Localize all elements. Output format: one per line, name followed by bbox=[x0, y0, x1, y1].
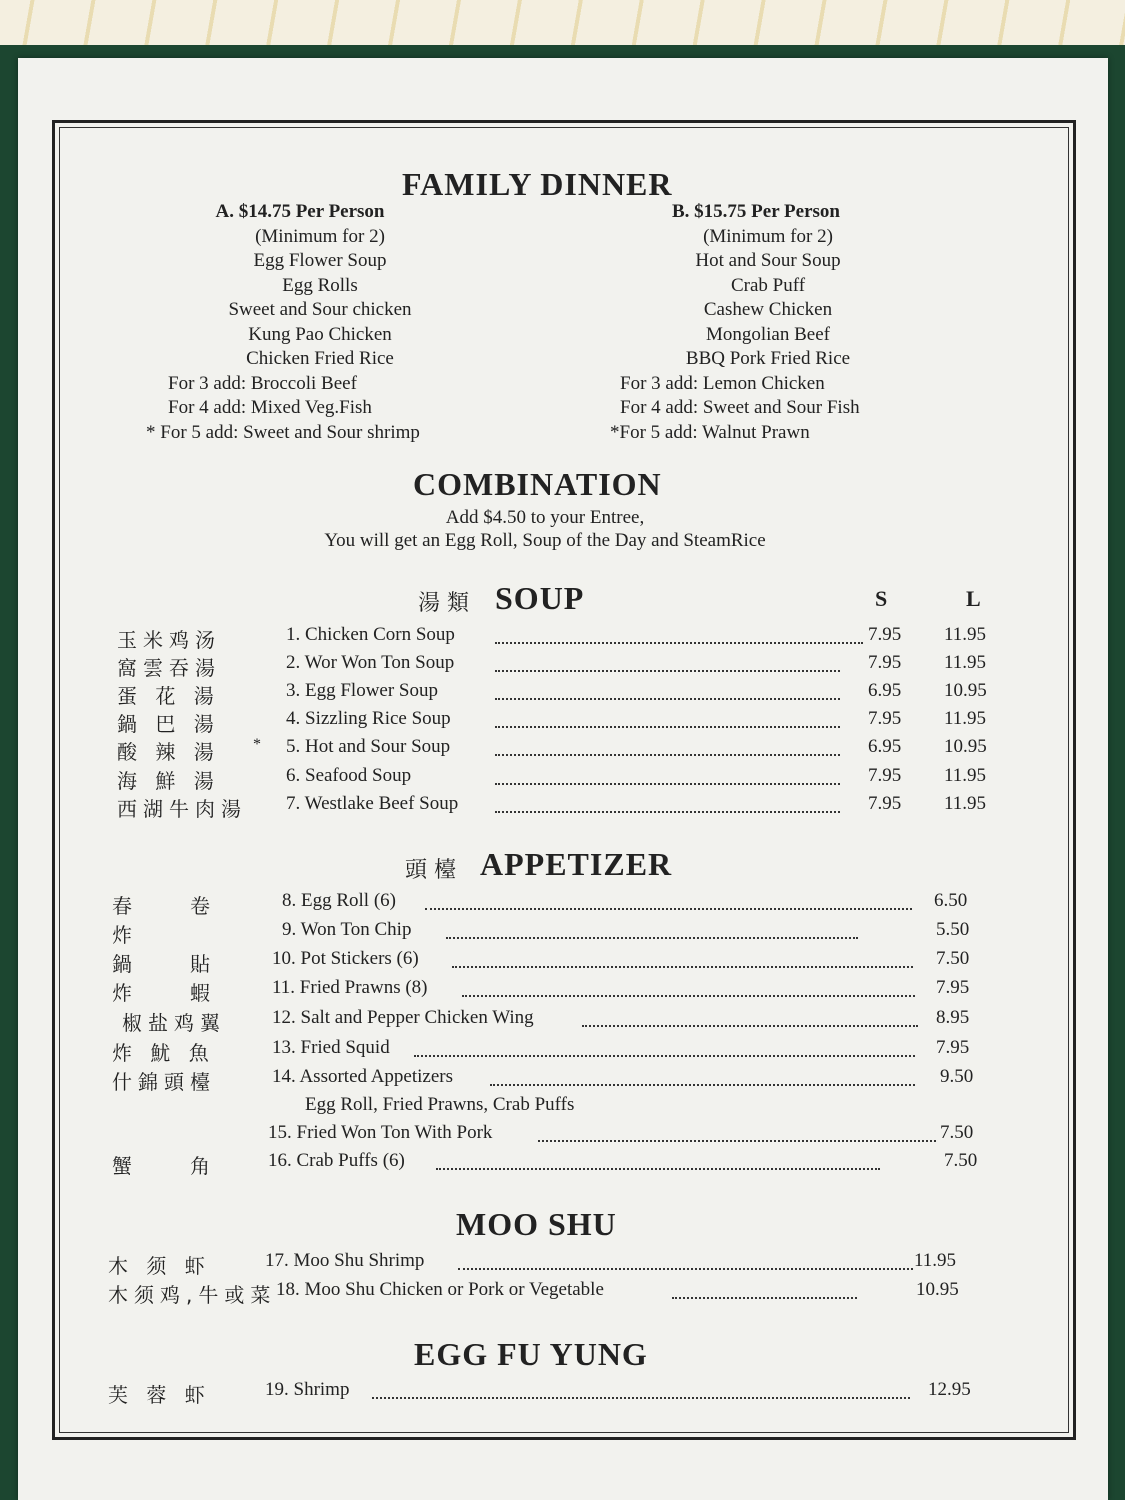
soup-item-row bbox=[0, 680, 1125, 708]
family-dinner-b-add: For 4 add: Sweet and Sour Fish bbox=[620, 397, 860, 418]
appetizer-item-row bbox=[0, 919, 1125, 947]
leader-dots bbox=[495, 670, 840, 672]
soup-item-large-price: 10.95 bbox=[944, 680, 987, 701]
family-dinner-b-item: Cashew Chicken bbox=[703, 299, 833, 320]
appetizer-item-row bbox=[0, 948, 1125, 976]
soup-title-chinese: 湯 類 bbox=[418, 591, 469, 616]
appetizer-item-row bbox=[0, 1122, 1125, 1150]
appetizer-item-price: 8.95 bbox=[936, 1007, 970, 1028]
appetizer-item-chinese-name: 什錦頭檯 bbox=[112, 1070, 216, 1094]
appetizer-item-name: Egg Roll, Fried Prawns, Crab Puffs bbox=[305, 1094, 575, 1115]
soup-item-small-price: 7.95 bbox=[868, 793, 902, 814]
soup-item-row bbox=[0, 765, 1125, 793]
leader-dots bbox=[490, 1084, 915, 1086]
family-dinner-a-header: A. $14.75 Per Person bbox=[215, 201, 385, 222]
soup-item-chinese-name: 窩雲吞湯 bbox=[117, 656, 221, 680]
family-dinner-a-item: Kung Pao Chicken bbox=[248, 323, 392, 345]
family-dinner-b-item: Hot and Sour Soup bbox=[695, 250, 841, 271]
soup-item-row bbox=[0, 708, 1125, 736]
moo-shu-item-name: 18. Moo Shu Chicken or Pork or Vegetable bbox=[276, 1279, 604, 1300]
appetizer-item-row bbox=[0, 890, 1125, 918]
appetizer-item-price: 6.50 bbox=[934, 890, 968, 911]
appetizer-item-row bbox=[0, 1037, 1125, 1065]
moo-shu-item-name: 17. Moo Shu Shrimp bbox=[265, 1250, 425, 1271]
leader-dots bbox=[495, 642, 863, 644]
appetizer-item-chinese-name: 春 卷 bbox=[112, 894, 216, 918]
soup-item-row bbox=[0, 624, 1125, 652]
appetizer-item-name: 14. Assorted Appetizers bbox=[272, 1066, 454, 1087]
leader-dots bbox=[458, 1268, 913, 1270]
appetizer-item-name: 9. Won Ton Chip bbox=[282, 919, 412, 940]
leader-dots bbox=[495, 726, 840, 728]
moo-shu-title: MOO SHU bbox=[456, 1206, 617, 1242]
soup-item-name: 2. Wor Won Ton Soup bbox=[286, 652, 455, 673]
egg-fu-yung-item-price: 12.95 bbox=[928, 1379, 971, 1400]
combination-title: COMBINATION bbox=[413, 466, 662, 502]
appetizer-item-chinese-name: 炸 bbox=[112, 923, 138, 947]
soup-item-large-price: 11.95 bbox=[944, 765, 987, 786]
size-large-header: L bbox=[966, 586, 981, 611]
appetizer-item-row bbox=[0, 1150, 1125, 1178]
soup-item-chinese-name: 鍋 巴 湯 bbox=[117, 712, 220, 736]
appetizer-item-price: 5.50 bbox=[936, 919, 970, 940]
leader-dots bbox=[414, 1055, 915, 1057]
family-dinner-b-minimum: (Minimum for 2) bbox=[703, 225, 833, 247]
soup-item-large-price: 10.95 bbox=[944, 736, 987, 757]
soup-item-small-price: 7.95 bbox=[868, 708, 902, 729]
appetizer-item-row bbox=[0, 1066, 1125, 1094]
leader-dots bbox=[495, 811, 840, 813]
leader-dots bbox=[495, 783, 840, 785]
family-dinner-a-add: For 4 add: Mixed Veg.Fish bbox=[168, 397, 372, 418]
soup-item-chinese-name: 酸 辣 湯 bbox=[117, 740, 220, 764]
soup-item-name: 1. Chicken Corn Soup bbox=[286, 624, 455, 645]
family-dinner-b-add: For 3 add: Lemon Chicken bbox=[620, 372, 825, 394]
family-dinner-b-add: *For 5 add: Walnut Prawn bbox=[610, 421, 810, 443]
size-small-header: S bbox=[875, 586, 888, 611]
leader-dots bbox=[452, 966, 913, 968]
family-dinner-a-item: Sweet and Sour chicken bbox=[228, 299, 412, 320]
soup-item-chinese-name: 西湖牛肉湯 bbox=[117, 797, 247, 821]
appetizer-item-name: 15. Fried Won Ton With Pork bbox=[268, 1122, 493, 1143]
moo-shu-item-row bbox=[0, 1250, 1125, 1278]
appetizer-item-price: 7.50 bbox=[944, 1150, 978, 1171]
moo-shu-item-price: 10.95 bbox=[916, 1279, 959, 1300]
soup-item-small-price: 6.95 bbox=[868, 736, 902, 757]
family-dinner-a-add: * For 5 add: Sweet and Sour shrimp bbox=[146, 421, 420, 443]
appetizer-item-name: 12. Salt and Pepper Chicken Wing bbox=[272, 1007, 534, 1028]
soup-item-small-price: 7.95 bbox=[868, 652, 902, 673]
appetizer-item-price: 7.95 bbox=[936, 977, 970, 998]
soup-item-name: 6. Seafood Soup bbox=[286, 765, 412, 786]
family-dinner-a-add: For 3 add: Broccoli Beef bbox=[168, 372, 357, 394]
appetizer-item-name: 11. Fried Prawns (8) bbox=[272, 977, 428, 998]
appetizer-item-price: 7.50 bbox=[940, 1122, 974, 1143]
soup-item-small-price: 7.95 bbox=[868, 624, 902, 645]
leader-dots bbox=[672, 1297, 857, 1299]
soup-item-asterisk: * bbox=[253, 736, 261, 753]
egg-fu-yung-item-chinese-name: 芙 蓉 虾 bbox=[108, 1383, 211, 1407]
soup-item-name: 7. Westlake Beef Soup bbox=[286, 793, 459, 814]
appetizer-item-chinese-name: 椒盐鸡翼 bbox=[122, 1011, 226, 1035]
appetizer-item-name: 8. Egg Roll (6) bbox=[282, 890, 396, 911]
appetizer-item-chinese-name: 鍋 貼 bbox=[112, 952, 216, 976]
leader-dots bbox=[446, 937, 858, 939]
soup-item-large-price: 11.95 bbox=[944, 708, 987, 729]
family-dinner-b-item: Mongolian Beef bbox=[705, 323, 830, 345]
soup-item-name: 3. Egg Flower Soup bbox=[286, 680, 438, 701]
soup-item-row bbox=[0, 652, 1125, 680]
family-dinner-a-item: Egg Rolls bbox=[282, 274, 358, 296]
family-dinner-b-item: BBQ Pork Fried Rice bbox=[685, 348, 851, 369]
combination-line-2: You will get an Egg Roll, Soup of the Day and SteamRice bbox=[324, 530, 766, 551]
soup-item-row bbox=[0, 793, 1125, 821]
appetizer-item-price: 7.50 bbox=[936, 948, 970, 969]
combination-line-1: Add $4.50 to your Entree, bbox=[445, 507, 645, 528]
moo-shu-item-price: 11.95 bbox=[914, 1250, 957, 1271]
leader-dots bbox=[425, 908, 912, 910]
egg-fu-yung-item-name: 19. Shrimp bbox=[265, 1379, 350, 1400]
leader-dots bbox=[538, 1140, 936, 1142]
appetizer-item-chinese-name: 炸 蝦 bbox=[112, 981, 216, 1005]
family-dinner-b bbox=[578, 200, 958, 445]
family-dinner-a-item: Chicken Fried Rice bbox=[246, 348, 394, 369]
soup-item-row bbox=[0, 736, 1125, 764]
family-dinner-a-minimum: (Minimum for 2) bbox=[255, 225, 385, 247]
appetizer-item-chinese-name: 炸 魷 魚 bbox=[112, 1041, 215, 1065]
appetizer-title-chinese: 頭 檯 bbox=[405, 858, 456, 883]
family-dinner-a-item: Egg Flower Soup bbox=[253, 250, 387, 271]
soup-item-large-price: 11.95 bbox=[944, 624, 987, 645]
appetizer-title: APPETIZER bbox=[480, 846, 673, 882]
leader-dots bbox=[462, 995, 915, 997]
family-dinner-title: FAMILY DINNER bbox=[402, 166, 673, 202]
appetizer-item-row bbox=[0, 1007, 1125, 1035]
appetizer-item-name: 13. Fried Squid bbox=[272, 1037, 390, 1058]
soup-item-chinese-name: 海 鮮 湯 bbox=[117, 769, 220, 793]
soup-item-small-price: 7.95 bbox=[868, 765, 902, 786]
soup-item-chinese-name: 蛋 花 湯 bbox=[117, 684, 220, 708]
appetizer-item-price: 7.95 bbox=[936, 1037, 970, 1058]
family-dinner-b-item: Crab Puff bbox=[730, 274, 806, 296]
family-dinner-b-header: B. $15.75 Per Person bbox=[672, 201, 840, 222]
soup-title: SOUP bbox=[495, 580, 585, 616]
appetizer-item-price: 9.50 bbox=[940, 1066, 974, 1087]
appetizer-item-name: 16. Crab Puffs (6) bbox=[268, 1150, 405, 1171]
leader-dots bbox=[495, 698, 840, 700]
appetizer-item-name: 10. Pot Stickers (6) bbox=[272, 948, 419, 969]
leader-dots bbox=[436, 1168, 880, 1170]
leader-dots bbox=[495, 754, 840, 756]
leader-dots bbox=[582, 1025, 918, 1027]
soup-item-name: 4. Sizzling Rice Soup bbox=[286, 708, 451, 729]
soup-item-small-price: 6.95 bbox=[868, 680, 902, 701]
appetizer-item-row bbox=[0, 977, 1125, 1005]
egg-fu-yung-title: EGG FU YUNG bbox=[414, 1336, 648, 1372]
soup-item-name: 5. Hot and Sour Soup bbox=[286, 736, 451, 757]
family-dinner-a bbox=[130, 200, 510, 445]
appetizer-item-row bbox=[0, 1094, 1125, 1122]
moo-shu-item-chinese-name: 木 须 虾 bbox=[108, 1254, 211, 1278]
egg-fu-yung-item-row bbox=[0, 1379, 1125, 1407]
moo-shu-item-row bbox=[0, 1279, 1125, 1307]
soup-item-large-price: 11.95 bbox=[944, 793, 987, 814]
appetizer-item-chinese-name: 蟹 角 bbox=[112, 1154, 216, 1178]
moo-shu-item-chinese-name: 木须鸡,牛或菜 bbox=[108, 1283, 277, 1307]
soup-item-large-price: 11.95 bbox=[944, 652, 987, 673]
soup-item-chinese-name: 玉米鸡汤 bbox=[117, 628, 221, 652]
leader-dots bbox=[372, 1397, 910, 1399]
